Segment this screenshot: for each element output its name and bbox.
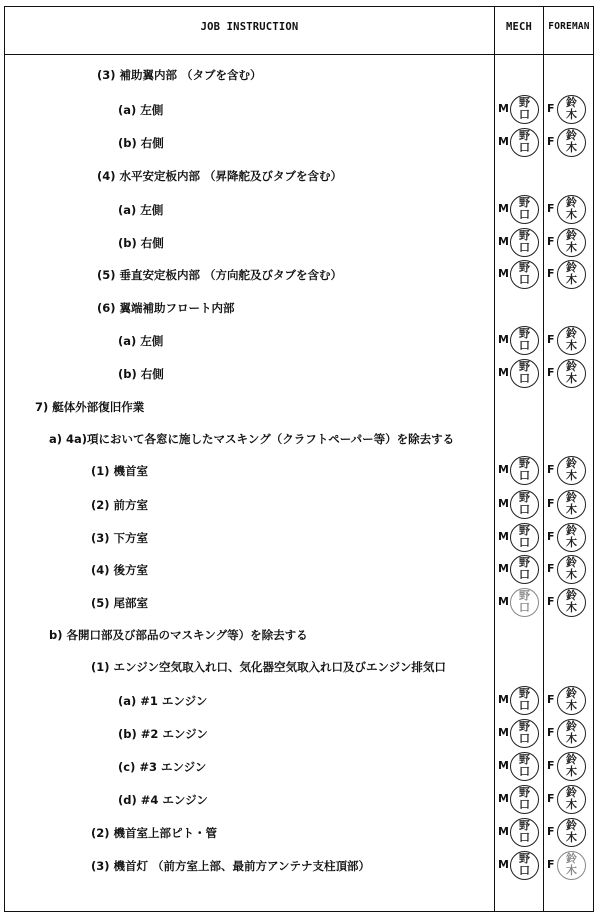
instruction-row: (a) 左側 bbox=[118, 203, 164, 217]
mech-seal-stamp: 野 口 bbox=[510, 588, 539, 617]
instruction-row: (d) #4 エンジン bbox=[118, 793, 208, 807]
header-divider bbox=[5, 54, 593, 55]
foreman-seal-stamp: 鈴 木 bbox=[557, 785, 586, 814]
foreman-seal-stamp: 鈴 木 bbox=[557, 128, 586, 157]
mech-seal-stamp: 野 口 bbox=[510, 686, 539, 715]
instruction-row: (2) 機首室上部ピト・管 bbox=[91, 826, 218, 840]
foreman-header: FOREMAN bbox=[548, 21, 590, 32]
instruction-row: a) 4a)項において各窓に施したマスキング（クラフトペーパー等）を除去する bbox=[49, 432, 455, 446]
job-instruction-sheet bbox=[4, 6, 594, 912]
instruction-row: (3) 機首灯 （前方室上部、最前方アンテナ支柱頂部） bbox=[91, 859, 371, 873]
instruction-row: (1) エンジン空気取入れ口、気化器空気取入れ口及びエンジン排気口 bbox=[91, 660, 446, 674]
mech-mark: M bbox=[498, 530, 509, 543]
mech-mark: M bbox=[498, 858, 509, 871]
foreman-seal-stamp: 鈴 木 bbox=[557, 228, 586, 257]
foreman-mark: F bbox=[547, 693, 555, 706]
mech-mark: M bbox=[498, 135, 509, 148]
mech-mark: M bbox=[498, 235, 509, 248]
job-instruction-header: JOB INSTRUCTION bbox=[200, 21, 299, 33]
foreman-mark: F bbox=[547, 562, 555, 575]
mech-mark: M bbox=[498, 562, 509, 575]
foreman-seal-stamp: 鈴 木 bbox=[557, 851, 586, 880]
foreman-seal-stamp: 鈴 木 bbox=[557, 555, 586, 584]
foreman-mark: F bbox=[547, 333, 555, 346]
foreman-seal-stamp: 鈴 木 bbox=[557, 490, 586, 519]
foreman-seal-stamp: 鈴 木 bbox=[557, 95, 586, 124]
foreman-seal-stamp: 鈴 木 bbox=[557, 523, 586, 552]
mech-mark: M bbox=[498, 463, 509, 476]
mech-mark: M bbox=[498, 693, 509, 706]
mech-seal-stamp: 野 口 bbox=[510, 326, 539, 355]
instruction-row: (c) #3 エンジン bbox=[118, 760, 207, 774]
instruction-row: (2) 前方室 bbox=[91, 498, 149, 512]
foreman-seal-stamp: 鈴 木 bbox=[557, 719, 586, 748]
instruction-row: (6) 翼端補助フロート内部 bbox=[97, 301, 235, 315]
mech-mark: M bbox=[498, 759, 509, 772]
instruction-row: 7) 艇体外部復旧作業 bbox=[35, 400, 145, 414]
foreman-mark: F bbox=[547, 825, 555, 838]
mech-seal-stamp: 野 口 bbox=[510, 359, 539, 388]
mech-seal-stamp: 野 口 bbox=[510, 128, 539, 157]
mech-mark: M bbox=[498, 333, 509, 346]
mech-column-divider bbox=[494, 7, 495, 911]
foreman-seal-stamp: 鈴 木 bbox=[557, 326, 586, 355]
mech-mark: M bbox=[498, 595, 509, 608]
mech-seal-stamp: 野 口 bbox=[510, 260, 539, 289]
foreman-mark: F bbox=[547, 759, 555, 772]
mech-seal-stamp: 野 口 bbox=[510, 456, 539, 485]
instruction-row: (1) 機首室 bbox=[91, 464, 149, 478]
foreman-seal-stamp: 鈴 木 bbox=[557, 752, 586, 781]
foreman-mark: F bbox=[547, 135, 555, 148]
instruction-row: (b) #2 エンジン bbox=[118, 727, 208, 741]
foreman-seal-stamp: 鈴 木 bbox=[557, 686, 586, 715]
foreman-mark: F bbox=[547, 792, 555, 805]
instruction-row: (a) 左側 bbox=[118, 103, 164, 117]
mech-mark: M bbox=[498, 267, 509, 280]
foreman-column-divider bbox=[543, 7, 544, 911]
foreman-mark: F bbox=[547, 366, 555, 379]
foreman-mark: F bbox=[547, 726, 555, 739]
foreman-mark: F bbox=[547, 235, 555, 248]
mech-mark: M bbox=[498, 726, 509, 739]
foreman-seal-stamp: 鈴 木 bbox=[557, 195, 586, 224]
foreman-mark: F bbox=[547, 102, 555, 115]
mech-seal-stamp: 野 口 bbox=[510, 95, 539, 124]
mech-seal-stamp: 野 口 bbox=[510, 719, 539, 748]
mech-seal-stamp: 野 口 bbox=[510, 851, 539, 880]
mech-seal-stamp: 野 口 bbox=[510, 818, 539, 847]
mech-mark: M bbox=[498, 102, 509, 115]
mech-seal-stamp: 野 口 bbox=[510, 523, 539, 552]
instruction-row: (b) 右側 bbox=[118, 136, 164, 150]
mech-seal-stamp: 野 口 bbox=[510, 752, 539, 781]
instruction-row: (5) 尾部室 bbox=[91, 596, 149, 610]
foreman-mark: F bbox=[547, 530, 555, 543]
mech-header: MECH bbox=[505, 21, 533, 33]
instruction-row: (3) 下方室 bbox=[91, 531, 149, 545]
mech-mark: M bbox=[498, 202, 509, 215]
foreman-mark: F bbox=[547, 267, 555, 280]
mech-mark: M bbox=[498, 497, 509, 510]
foreman-seal-stamp: 鈴 木 bbox=[557, 260, 586, 289]
instruction-row: (a) #1 エンジン bbox=[118, 694, 208, 708]
foreman-seal-stamp: 鈴 木 bbox=[557, 359, 586, 388]
instruction-row: b) 各開口部及び部品のマスキング等）を除去する bbox=[49, 628, 308, 642]
instruction-row: (a) 左側 bbox=[118, 334, 164, 348]
instruction-row: (3) 補助翼内部 （タブを含む） bbox=[97, 68, 262, 82]
mech-seal-stamp: 野 口 bbox=[510, 195, 539, 224]
foreman-mark: F bbox=[547, 202, 555, 215]
foreman-mark: F bbox=[547, 595, 555, 608]
instruction-row: (4) 水平安定板内部 （昇降舵及びタブを含む） bbox=[97, 169, 343, 183]
mech-mark: M bbox=[498, 792, 509, 805]
foreman-mark: F bbox=[547, 858, 555, 871]
mech-seal-stamp: 野 口 bbox=[510, 555, 539, 584]
instruction-row: (b) 右側 bbox=[118, 367, 164, 381]
instruction-row: (5) 垂直安定板内部 （方向舵及びタブを含む） bbox=[97, 268, 343, 282]
mech-seal-stamp: 野 口 bbox=[510, 785, 539, 814]
foreman-mark: F bbox=[547, 463, 555, 476]
foreman-seal-stamp: 鈴 木 bbox=[557, 818, 586, 847]
foreman-seal-stamp: 鈴 木 bbox=[557, 588, 586, 617]
mech-mark: M bbox=[498, 366, 509, 379]
mech-seal-stamp: 野 口 bbox=[510, 490, 539, 519]
mech-mark: M bbox=[498, 825, 509, 838]
instruction-row: (4) 後方室 bbox=[91, 563, 149, 577]
foreman-seal-stamp: 鈴 木 bbox=[557, 456, 586, 485]
mech-seal-stamp: 野 口 bbox=[510, 228, 539, 257]
instruction-row: (b) 右側 bbox=[118, 236, 164, 250]
foreman-mark: F bbox=[547, 497, 555, 510]
